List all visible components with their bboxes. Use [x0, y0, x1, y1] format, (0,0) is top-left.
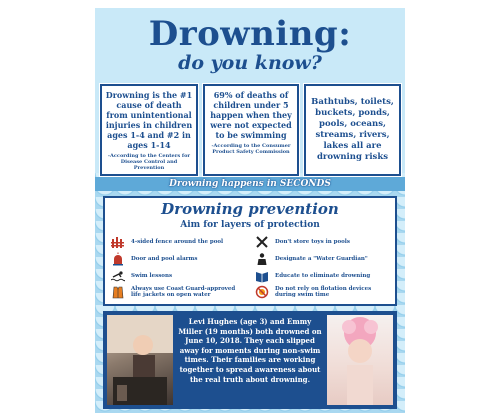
- guardian-icon: [255, 252, 269, 266]
- no-toys-icon: [255, 235, 269, 249]
- tip-no-toys: [255, 235, 350, 249]
- prevention-title: Drowning prevention: [161, 200, 339, 218]
- fact-text: Drowning is the #1 cause of death from unintentional injuries in children ages 1-4 and #2 in ages 1-14: [105, 90, 193, 150]
- fact-text: Bathtubs, toilets, buckets, ponds, pools, oceans, streams, rivers, lakes all are drowning risks: [311, 97, 394, 162]
- prevention-subtitle: Aim for layers of protection: [180, 220, 320, 230]
- life-jacket-icon: [111, 285, 125, 299]
- tip-text: Educate to eliminate drowning: [275, 272, 371, 279]
- tip-text: Always use Coast Guard-approved life jackets on open water: [131, 285, 236, 298]
- drowning-poster: [95, 8, 405, 413]
- tip-swim-lessons: [111, 269, 172, 283]
- no-flotation-icon: [255, 285, 269, 299]
- tip-alarms: [111, 252, 197, 266]
- fact-box-leading-cause: [100, 84, 198, 176]
- tip-no-flotation: [255, 285, 390, 299]
- tip-text: Do not rely on flotation devices during swim time: [275, 285, 372, 298]
- seconds-banner: Drowning happens in SECONDS: [95, 177, 405, 191]
- tip-text: 4-sided fence around the pool: [131, 238, 224, 245]
- fact-source: -According to the Consumer Product Safety Commission: [211, 143, 291, 155]
- tip-text: Don't store toys in pools: [275, 238, 350, 245]
- tip-fence: [111, 235, 223, 249]
- fact-text: 69% of deaths of children under 5 happen when they were not expected to be swimming: [210, 90, 292, 140]
- photo-levi: [107, 315, 173, 405]
- photo-emmy: [327, 315, 393, 405]
- prevention-panel: [103, 196, 397, 306]
- alarm-icon: [111, 252, 125, 266]
- memorial-story-text: Levi Hughes (age 3) and Emmy Miller (19 months) both drowned on June 10, 2018. They each slipped away for moments during non-swim times. Their families are working together to spread awareness about the real truth about drowning.: [178, 317, 322, 384]
- swimmer-icon: [111, 269, 125, 283]
- poster-subtitle: do you know?: [178, 52, 322, 74]
- fact-box-risks: [304, 84, 401, 176]
- memorial-story-panel: [103, 311, 397, 409]
- tip-water-guardian: [255, 252, 368, 266]
- tip-life-jackets: [111, 285, 241, 299]
- tip-text: Designate a "Water Guardian": [275, 255, 368, 262]
- tip-text: Swim lessons: [131, 272, 173, 279]
- tip-educate: [255, 269, 370, 283]
- fact-box-unexpected: [203, 84, 299, 176]
- fact-source: -According to the Centers for Disease Control and Prevention: [107, 153, 191, 171]
- poster-title: Drowning:: [148, 14, 352, 54]
- education-icon: [255, 269, 269, 283]
- fence-icon: [111, 235, 125, 249]
- tip-text: Door and pool alarms: [131, 255, 198, 262]
